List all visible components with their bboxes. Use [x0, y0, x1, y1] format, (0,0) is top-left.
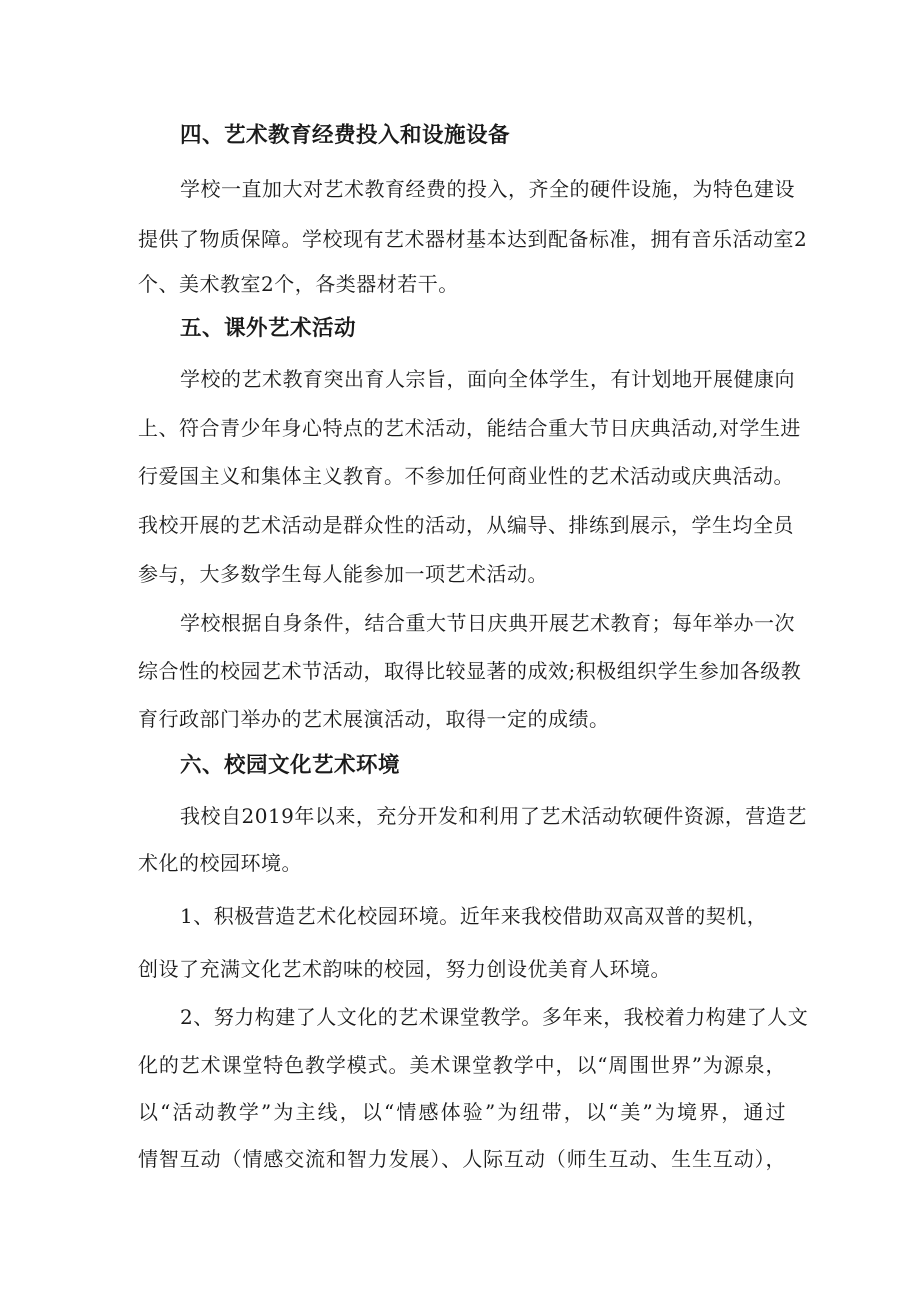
section-5-p1-line-5: 参与，大多数学生每人能参加一项艺术活动。 [138, 562, 548, 586]
section-6-item-2-line-3: 以“活动教学”为主线，以“情感体验”为纽带，以“美”为境界，通过 [138, 1100, 786, 1124]
section-6-item-1-line-1: 1、积极营造艺术化校园环境。近年来我校借助双高双普的契机， [180, 904, 768, 928]
section-6-p1-line-2: 术化的校园环境。 [138, 851, 302, 875]
section-6-heading: 六、校园文化艺术环境 [180, 753, 401, 778]
section-6-item-2-line-1: 2、努力构建了人文化的艺术课堂教学。多年来，我校着力构建了人文 [180, 1005, 809, 1029]
section-4-line-2: 提供了物质保障。学校现有艺术器材基本达到配备标准，拥有音乐活动室2 [138, 227, 808, 251]
section-5-p1-line-2: 上、符合青少年身心特点的艺术活动，能结合重大节日庆典活动,对学生进 [138, 416, 801, 440]
section-6-item-1-line-2: 创设了充满文化艺术韵味的校园，努力创设优美育人环境。 [138, 957, 671, 981]
section-5-p2-line-1: 学校根据自身条件，结合重大节日庆典开展艺术教育；每年举办一次 [180, 611, 795, 635]
section-5-p1-line-3: 行爱国主义和集体主义教育。不参加任何商业性的艺术活动或庆典活动。 [138, 464, 794, 488]
section-5-p2-line-3: 育行政部门举办的艺术展演活动，取得一定的成绩。 [138, 707, 610, 731]
section-4-line-3: 个、美术教室2个，各类器材若干。 [138, 272, 459, 296]
section-5-heading: 五、课外艺术活动 [180, 316, 357, 341]
section-5-p1-line-1: 学校的艺术教育突出育人宗旨，面向全体学生，有计划地开展健康向 [180, 367, 795, 391]
section-4-heading: 四、艺术教育经费投入和设施设备 [180, 123, 511, 148]
section-6-item-2-line-4: 情智互动（情感交流和智力发展）、人际互动（师生互动、生生互动）， [138, 1147, 786, 1171]
section-6-item-2-line-2: 化的艺术课堂特色教学模式。美术课堂教学中，以“周围世界”为源泉， [138, 1053, 786, 1077]
section-5-p1-line-4: 我校开展的艺术活动是群众性的活动，从编导、排练到展示，学生均全员 [138, 513, 794, 537]
section-5-p2-line-2: 综合性的校园艺术节活动，取得比较显著的成效;积极组织学生参加各级教 [138, 659, 802, 683]
section-6-p1-line-1: 我校自2019年以来，充分开发和利用了艺术活动软硬件资源，营造艺 [180, 804, 807, 828]
section-4-line-1: 学校一直加大对艺术教育经费的投入，齐全的硬件设施，为特色建设 [180, 177, 795, 201]
